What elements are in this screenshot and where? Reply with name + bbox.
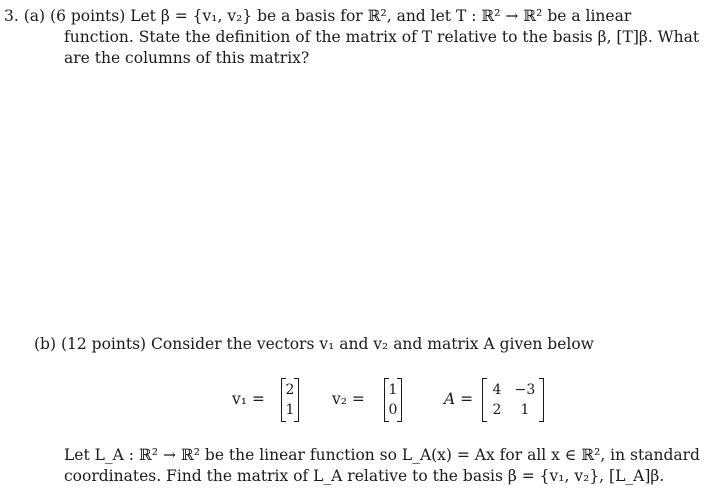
part-b-line-3: coordinates. Find the matrix of L_A relative to the basis β = {v₁, v₂}, [L_A]β. xyxy=(64,467,665,485)
part-a-text-1: Let β = {v₁, v₂} be a basis for ℝ², and let T : ℝ² → ℝ² be a linear xyxy=(130,7,632,25)
A-entry-21: 2 xyxy=(492,402,502,418)
part-b-intro: Consider the vectors v₁ and v₂ and matrix A given below xyxy=(151,335,594,353)
A-label: A = xyxy=(444,390,474,408)
part-a-line-2: function. State the definition of the matrix of T relative to the basis β, [T]β. What xyxy=(64,28,700,46)
part-a-label: (a) xyxy=(23,7,46,25)
v1-vector xyxy=(281,378,299,422)
A-entry-22: 1 xyxy=(520,402,530,418)
part-a-line-1 xyxy=(4,6,720,26)
v2-vector xyxy=(384,378,402,422)
v1-entry-2: 1 xyxy=(285,402,295,418)
part-b-label: (b) xyxy=(34,335,57,353)
v2-entry-2: 0 xyxy=(388,402,398,418)
vectors-and-matrix xyxy=(0,372,725,432)
A-entry-11: 4 xyxy=(492,382,502,398)
v2-entry-1: 1 xyxy=(388,382,398,398)
A-matrix xyxy=(482,378,544,422)
part-b-line-1 xyxy=(34,334,594,354)
part-a-line-3: are the columns of this matrix? xyxy=(64,49,310,67)
part-b-line-2: Let L_A : ℝ² → ℝ² be the linear function so L_A(x) = Ax for all x ∈ ℝ², in standard xyxy=(64,446,700,464)
A-entry-12: −3 xyxy=(514,382,536,398)
v1-entry-1: 2 xyxy=(285,382,295,398)
problem-number: 3. xyxy=(4,7,19,25)
v2-label: v₂ = xyxy=(332,390,365,408)
part-a-points: (6 points) xyxy=(50,7,126,25)
part-b-points: (12 points) xyxy=(60,335,147,353)
v1-label: v₁ = xyxy=(232,390,265,408)
